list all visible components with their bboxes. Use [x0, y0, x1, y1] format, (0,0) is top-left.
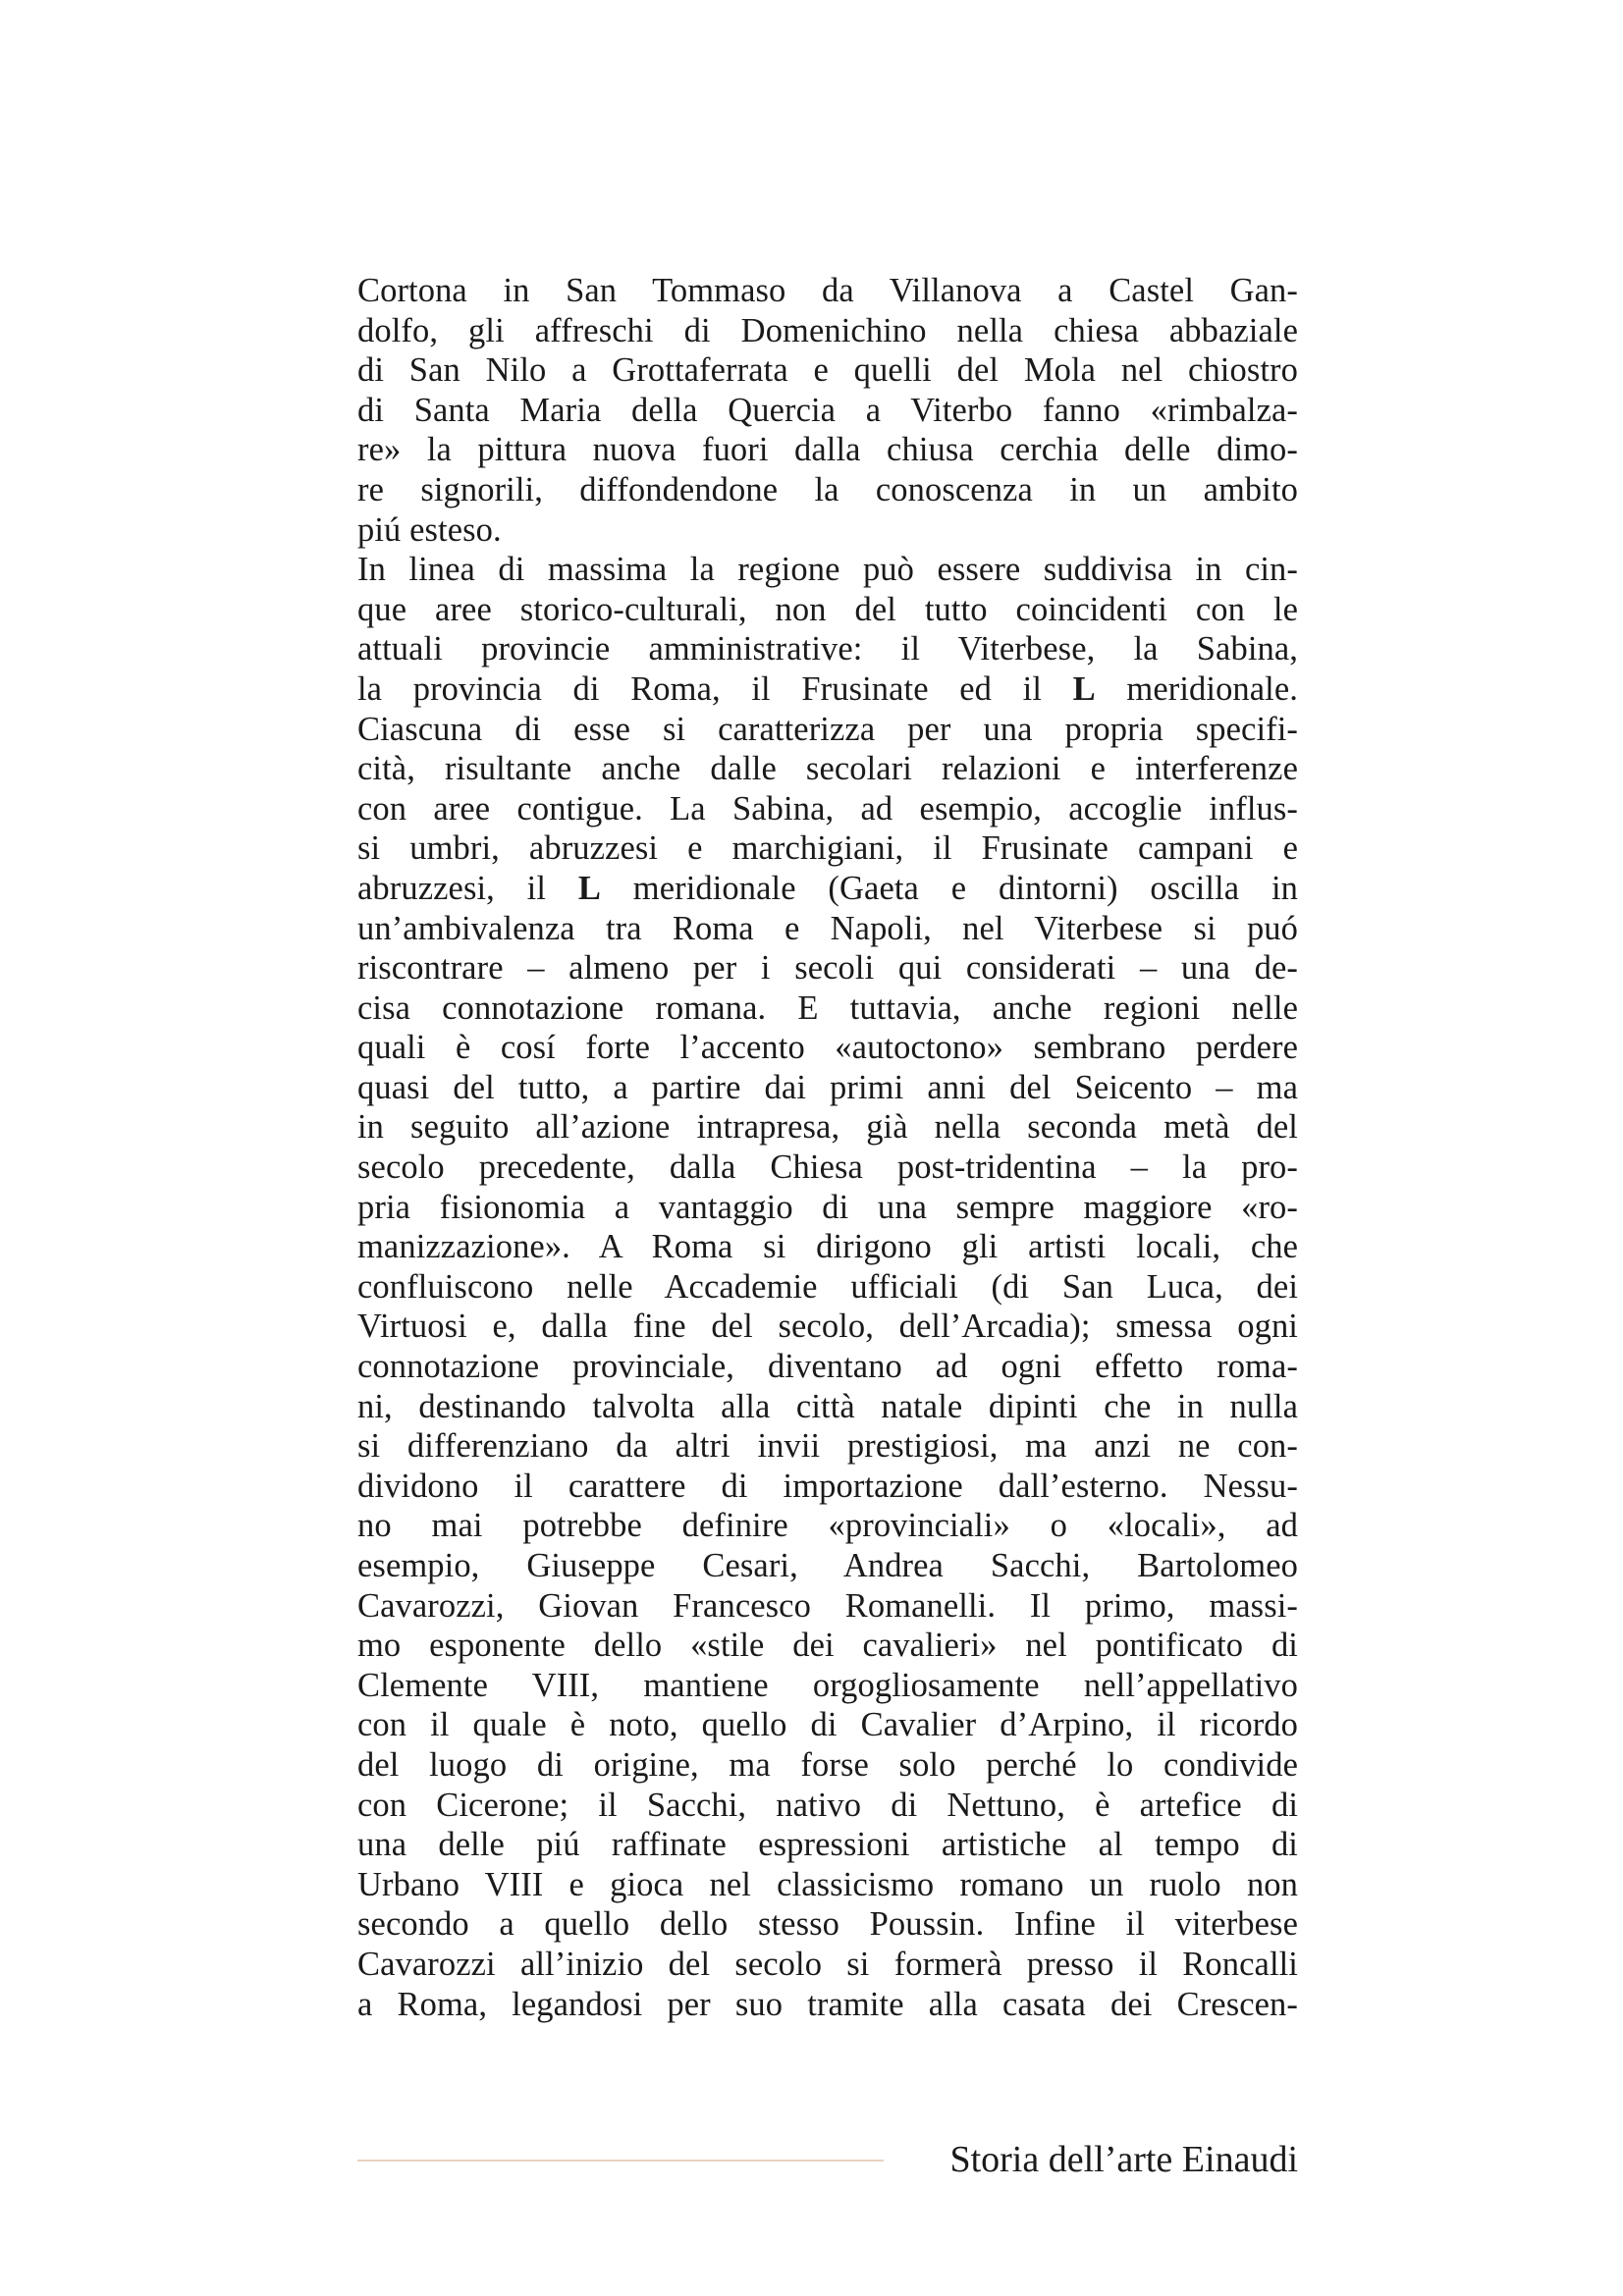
page-footer	[357, 2130, 1298, 2189]
text-line: del luogo di origine, ma forse solo perché lo condivide	[357, 1745, 1298, 1784]
text-line: mo esponente dello «stile dei cavalieri» nel pontificato di	[357, 1627, 1298, 1665]
text-line: que aree storico-culturali, non del tutto coincidenti con le	[357, 590, 1298, 628]
text-line: di Santa Maria della Quercia a Viterbo fanno «rimbalza-	[357, 391, 1298, 429]
text-line: secolo precedente, dalla Chiesa post-tridentina – la pro-	[357, 1148, 1298, 1187]
text-line: abruzzesi, il L meridionale (Gaeta e dintorni) oscilla in	[357, 869, 1298, 907]
text-line: si differenziano da altri invii prestigiosi, ma anzi ne con-	[357, 1427, 1298, 1466]
text-line: con il quale è noto, quello di Cavalier d’Arpino, il ricordo	[357, 1706, 1298, 1744]
text-line: con aree contigue. La Sabina, ad esempio, accoglie influs-	[357, 789, 1298, 828]
text-line: Virtuosi e, dalla fine del secolo, dell’Arcadia); smessa ogni	[357, 1308, 1298, 1346]
text-line: dolfo, gli affreschi di Domenichino nella chiesa abbaziale	[357, 311, 1298, 349]
text-line: in seguito all’azione intrapresa, già nella seconda metà del	[357, 1108, 1298, 1147]
text-line: manizzazione». A Roma si dirigono gli artisti locali, che	[357, 1228, 1298, 1266]
text-line: quali è cosí forte l’accento «autoctono» sembrano perdere	[357, 1029, 1298, 1067]
text-line: re» la pittura nuova fuori dalla chiusa cerchia delle dimo-	[357, 431, 1298, 469]
text-line: a Roma, legandosi per suo tramite alla casata dei Crescen-	[357, 1985, 1298, 2023]
text-line: cisa connotazione romana. E tuttavia, anche regioni nelle	[357, 988, 1298, 1027]
text-line: Ciascuna di esse si caratterizza per una propria specifi-	[357, 710, 1298, 748]
text-line: Cavarozzi all’inizio del secolo si formerà presso il Roncalli	[357, 1945, 1298, 1983]
text-line: Cavarozzi, Giovan Francesco Romanelli. Il primo, massi-	[357, 1586, 1298, 1625]
text-line: Urbano VIII e gioca nel classicismo romano un ruolo non	[357, 1865, 1298, 1903]
text-line: piú esteso.	[357, 510, 502, 549]
text-line: re signorili, diffondendone la conoscenza in un ambito	[357, 470, 1298, 508]
text-line: cità, risultante anche dalle secolari relazioni e interferenze	[357, 750, 1298, 788]
text-line: In linea di massima la regione può essere suddivisa in cin-	[357, 551, 1298, 589]
footer-rule	[357, 2160, 884, 2162]
text-line: attuali provincie amministrative: il Viterbese, la Sabina,	[357, 630, 1298, 668]
text-line: pria fisionomia a vantaggio di una sempre maggiore «ro-	[357, 1188, 1298, 1226]
text-line: quasi del tutto, a partire dai primi anni del Seicento – ma	[357, 1068, 1298, 1106]
text-line: un’ambivalenza tra Roma e Napoli, nel Viterbese si puó	[357, 909, 1298, 947]
text-line: Cortona in San Tommaso da Villanova a Castel Gan-	[357, 272, 1298, 309]
text-line: no mai potrebbe definire «provinciali» o «locali», ad	[357, 1507, 1298, 1545]
text-line: riscontrare – almeno per i secoli qui considerati – una de-	[357, 949, 1298, 988]
text-line: dividono il carattere di importazione dall’esterno. Nessu-	[357, 1467, 1298, 1505]
text-line: ni, destinando talvolta alla città natale dipinti che in nulla	[357, 1387, 1298, 1425]
footer-title: Storia dell’arte Einaudi	[949, 2139, 1298, 2180]
text-line: con Cicerone; il Sacchi, nativo di Nettuno, è artefice di	[357, 1786, 1298, 1824]
text-line: esempio, Giuseppe Cesari, Andrea Sacchi, Bartolomeo	[357, 1547, 1298, 1584]
text-line: si umbri, abruzzesi e marchigiani, il Frusinate campani e	[357, 829, 1298, 868]
text-line: confluiscono nelle Accademie ufficiali (di San Luca, dei	[357, 1267, 1298, 1306]
text-line: secondo a quello dello stesso Poussin. Infine il viterbese	[357, 1905, 1298, 1944]
body-text	[357, 271, 1298, 2024]
text-line: connotazione provinciale, diventano ad ogni effetto roma-	[357, 1348, 1298, 1386]
text-line: Clemente VIII, mantiene orgogliosamente nell’appellativo	[357, 1666, 1298, 1704]
text-line: una delle piú raffinate espressioni artistiche al tempo di	[357, 1826, 1298, 1864]
text-line: la provincia di Roma, il Frusinate ed il L meridionale.	[357, 669, 1298, 708]
text-line: di San Nilo a Grottaferrata e quelli del Mola nel chiostro	[357, 351, 1298, 390]
